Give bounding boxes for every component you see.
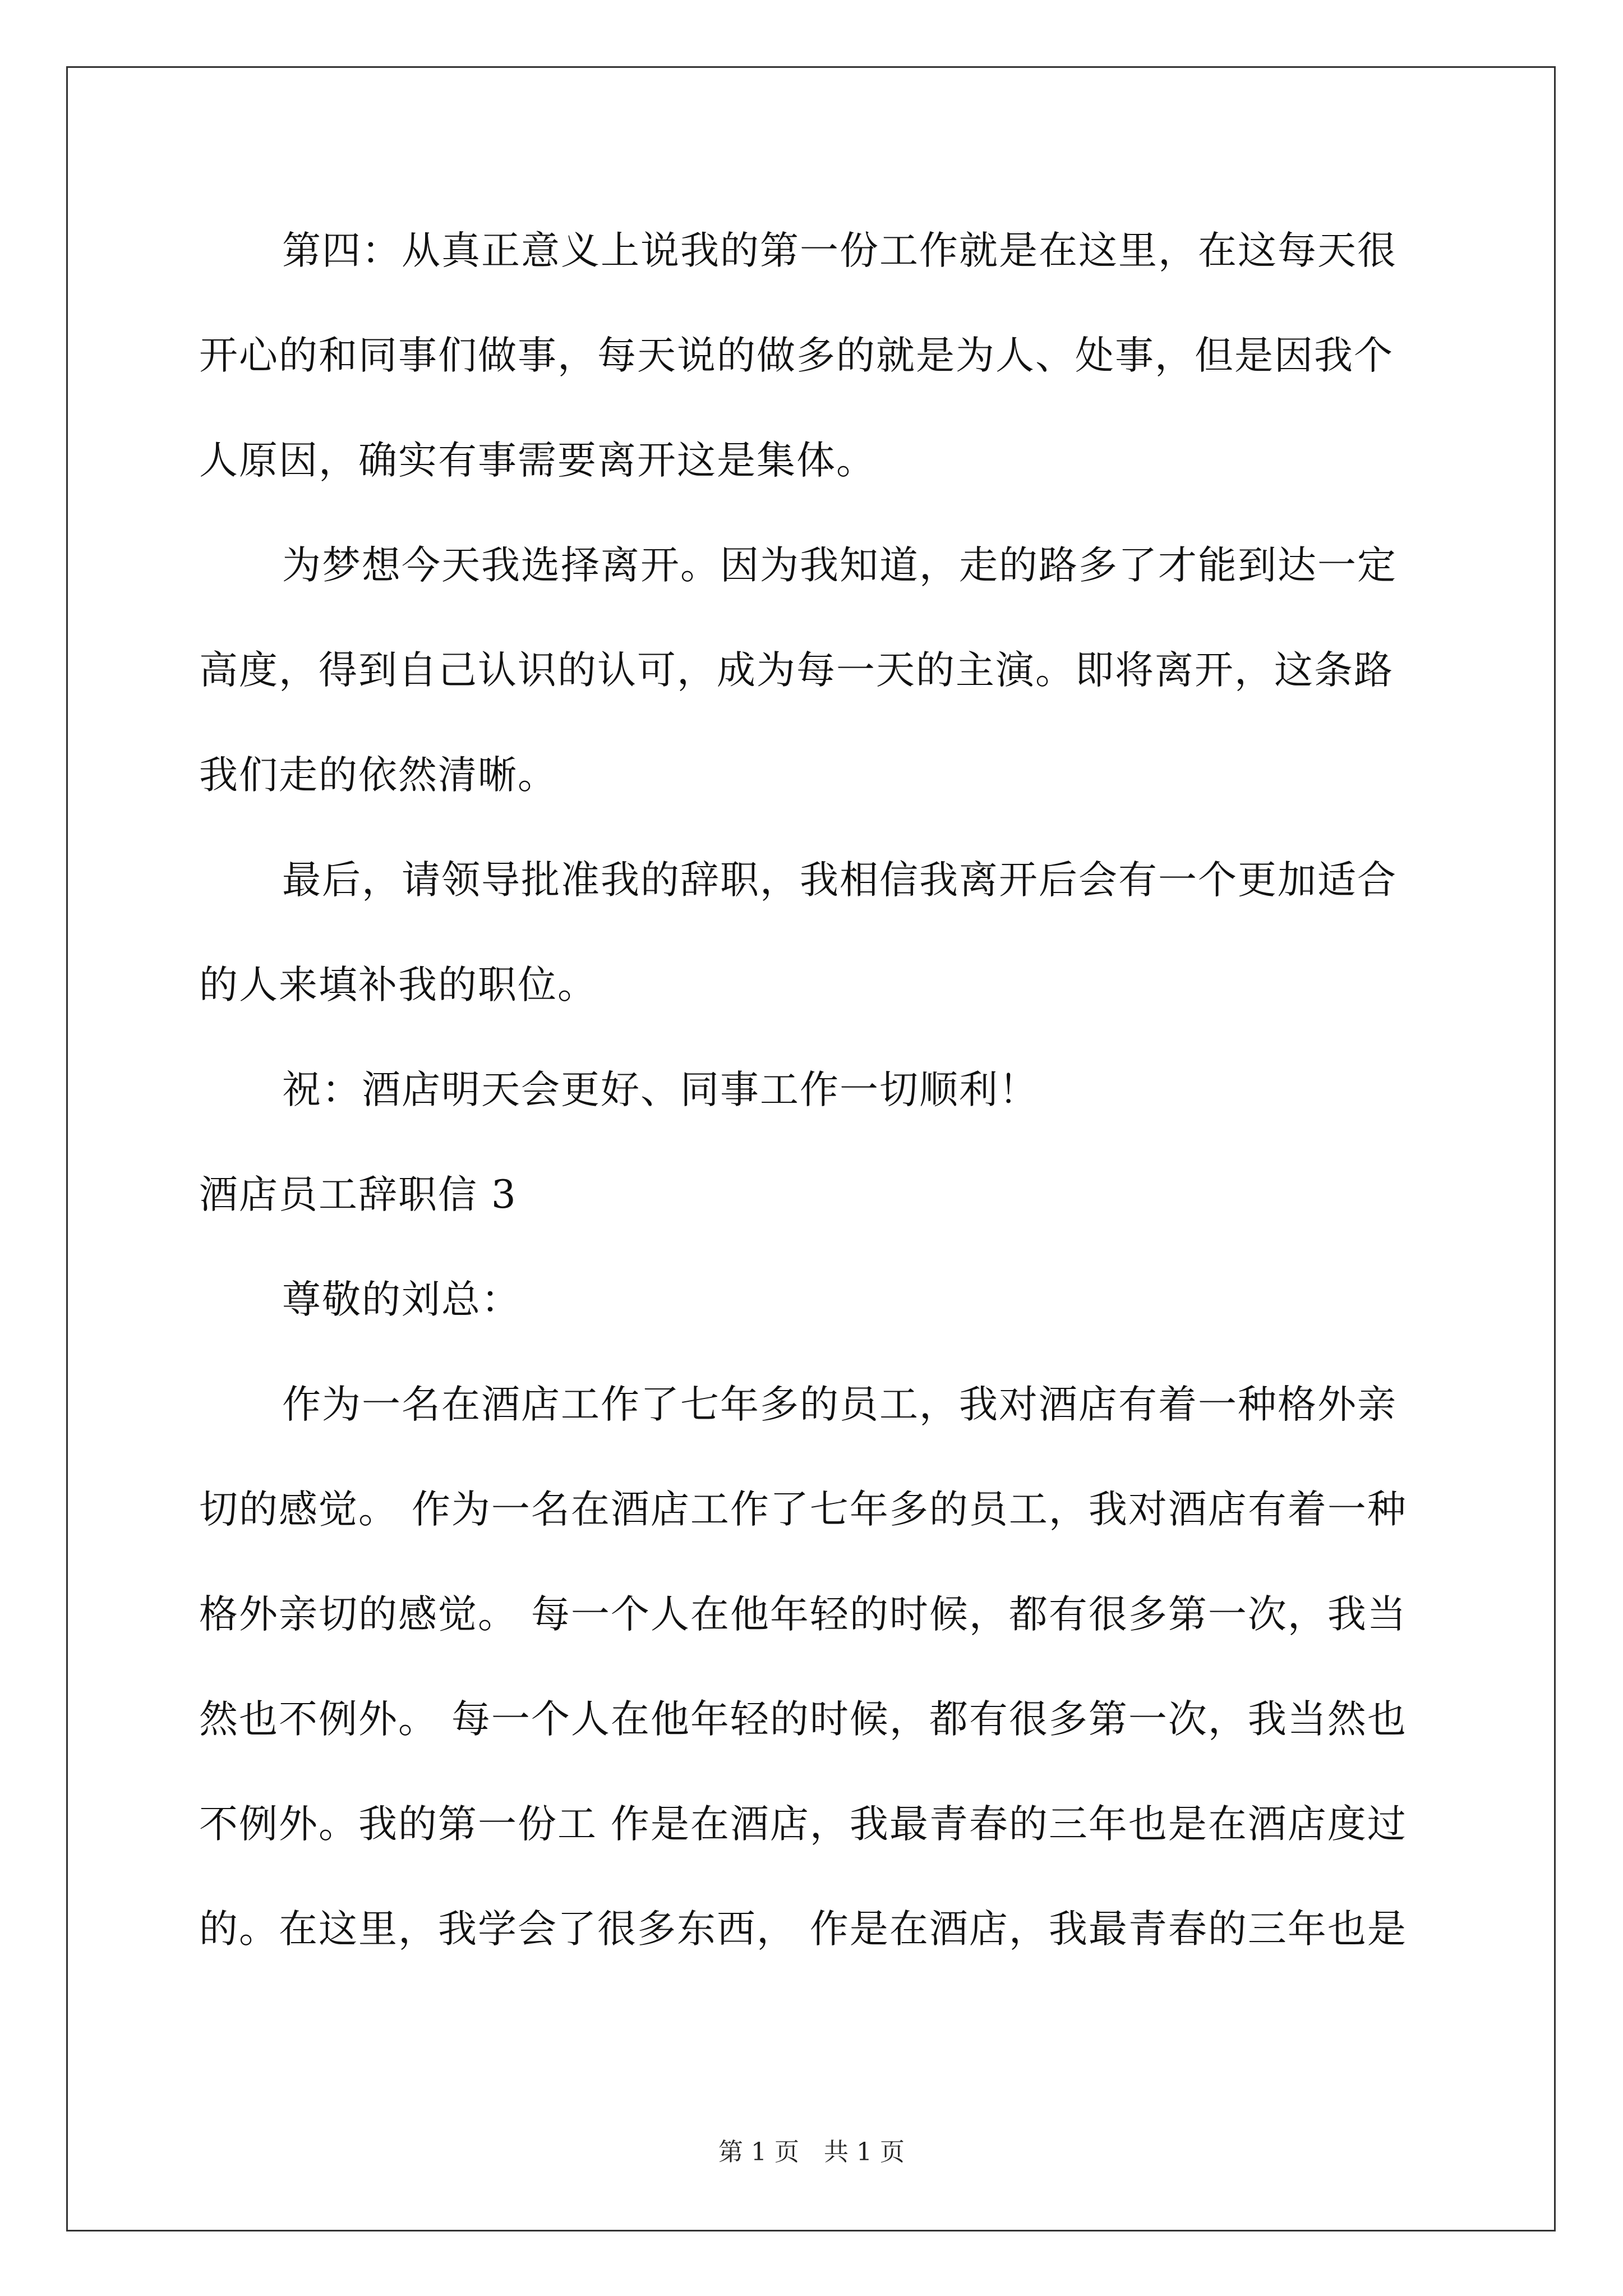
paragraph-line: 人原因，确实有事需要离开这是集体。: [199, 438, 876, 483]
paragraph-line: 的。在这里，我学会了很多东西， 作是在酒店，我最青春的三年也是: [199, 1907, 1407, 1952]
paragraph-line: 高度，得到自己认识的认可，成为每一天的主演。即将离开，这条路: [199, 648, 1394, 693]
paragraph-line: 开心的和同事们做事，每天说的做多的就是为人、处事，但是因我个: [199, 333, 1394, 378]
paragraph-line: 我们走的依然清晰。: [199, 753, 557, 798]
page-number-footer: 第 1 页 共 1 页: [718, 2138, 905, 2166]
paragraph-line: 作为一名在酒店工作了七年多的员工，我对酒店有着一种格外亲: [282, 1382, 1397, 1427]
salutation: 尊敬的刘总：: [282, 1277, 521, 1322]
paragraph-line: 为梦想今天我选择离开。因为我知道，走的路多了才能到达一定: [282, 543, 1397, 588]
paragraph-line: 第四：从真正意义上说我的第一份工作就是在这里，在这每天很: [282, 228, 1397, 273]
paragraph-line: 的人来填补我的职位。: [199, 963, 597, 1007]
paragraph-line: 最后，请领导批准我的辞职，我相信我离开后会有一个更加适合: [282, 858, 1397, 903]
paragraph-line: 然也不例外。 每一个人在他年轻的时候，都有很多第一次，我当然也: [199, 1697, 1407, 1742]
paragraph-line: 不例外。我的第一份工 作是在酒店，我最青春的三年也是在酒店度过: [199, 1802, 1407, 1847]
paragraph-line: 切的感觉。 作为一名在酒店工作了七年多的员工，我对酒店有着一种: [199, 1487, 1407, 1532]
section-title: 酒店员工辞职信 3: [199, 1172, 517, 1217]
closing-wish: 祝：酒店明天会更好、同事工作一切顺利！: [282, 1068, 1039, 1112]
paragraph-line: 格外亲切的感觉。 每一个人在他年轻的时候，都有很多第一次，我当: [199, 1592, 1407, 1637]
